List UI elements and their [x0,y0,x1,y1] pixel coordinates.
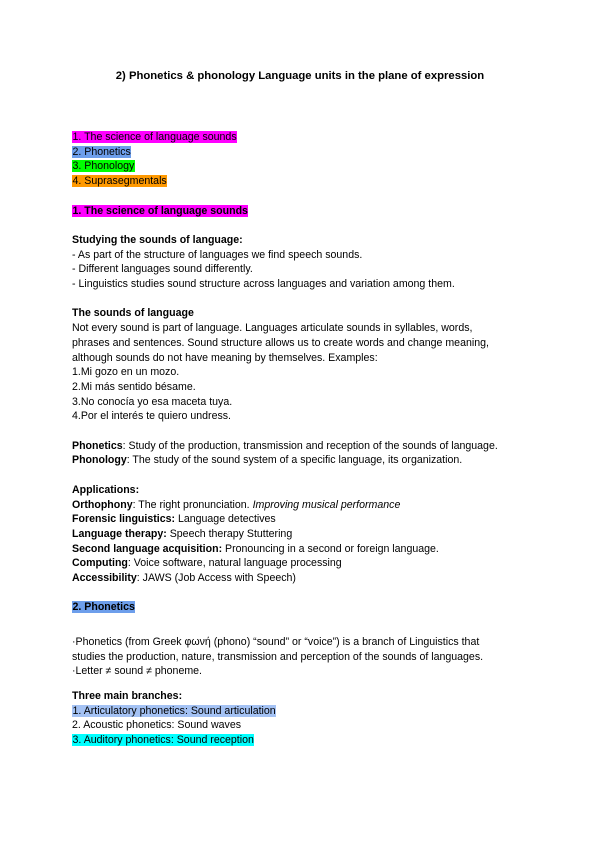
application-text: Language detectives [175,513,276,526]
application-text: : Voice software, natural language processing [127,557,342,570]
index-item [72,130,532,145]
example-line: 4.Por el interés te quiero undress. [72,410,231,423]
application-text: Speech therapy Stuttering [166,527,293,540]
index-item-label: 1. The science of language sounds [72,131,237,143]
application-line [72,512,532,527]
application-line [72,556,532,571]
subheading: Applications: [72,483,140,496]
index-item [72,159,532,174]
subheading: Three main branches: [72,689,183,702]
index-item [72,145,532,160]
bullet-line: - Different languages sound differently. [72,263,253,276]
subheading: Studying the sounds of language: [72,233,243,246]
index-item-label: 3. Phonology [72,160,135,173]
subheading: The sounds of language [72,307,194,320]
section2-heading: 2. Phonetics [72,601,135,614]
example-line: 3.No conocía yo esa maceta tuya. [72,395,233,408]
document-body [72,130,532,748]
example-line: 1.Mi gozo en un mozo. [72,366,180,379]
branch-label: 2. Acoustic phonetics: Sound waves [72,719,242,732]
application-term: Computing [72,557,128,570]
definition-line [72,439,532,454]
application-text: : JAWS (Job Access with Speech) [136,572,296,585]
example-line: 2.Mi más sentido bésame. [72,380,196,393]
paragraph-line: although sounds do not have meaning by themselves. Examples: [72,351,378,364]
branch-label: 3. Auditory phonetics: Sound reception [72,734,254,747]
application-line [72,498,532,513]
bullet-line: - As part of the structure of languages we find speech sounds. [72,248,363,261]
application-term: Second language acquisition: [72,542,223,555]
definition-line [72,453,532,468]
application-line [72,542,532,557]
page-title: 2) Phonetics & phonology Language units in the plane of expression [115,70,485,82]
application-term: Accessibility [72,572,137,585]
application-term: Orthophony [72,498,133,511]
application-text: : The right pronunciation. [132,498,253,511]
branch-line [72,733,532,748]
paragraph-line: ·Phonetics (from Greek φωνή (phono) “sound” or “voice”) is a branch of Linguistics that [72,635,480,648]
branch-label: 1. Articulatory phonetics: Sound articulation [72,704,276,717]
bullet-line: - Linguistics studies sound structure across languages and variation among them. [72,278,455,290]
section-heading [72,600,532,615]
application-italic: Improving musical performance [252,498,401,511]
definition-term: Phonology [72,454,127,467]
definition-text: : Study of the production, transmission and reception of the sounds of language. [122,439,498,452]
definition-term: Phonetics [72,439,123,452]
paragraph-line: studies the production, nature, transmission and perception of the sounds of languages. [72,650,484,663]
index-item-label: 2. Phonetics [72,145,131,158]
application-line [72,527,532,542]
section1-heading: 1. The science of language sounds [72,204,248,217]
paragraph-line: Not every sound is part of language. Languages articulate sounds in syllables, words, [72,322,473,335]
definition-text: : The study of the sound system of a specific language, its organization. [126,454,463,467]
branch-line [72,704,532,719]
section-heading [72,204,532,219]
branch-line [72,718,532,733]
index-item [72,174,532,189]
index-list [72,130,532,189]
application-term: Forensic linguistics: [72,513,176,526]
paragraph-line: phrases and sentences. Sound structure allows us to create words and change meaning, [72,336,489,349]
paragraph-line: ·Letter ≠ sound ≠ phoneme. [72,665,203,678]
index-item-label: 4. Suprasegmentals [72,175,167,188]
application-term: Language therapy: [72,527,167,540]
application-text: Pronouncing in a second or foreign language. [222,542,439,555]
application-line [72,571,532,586]
